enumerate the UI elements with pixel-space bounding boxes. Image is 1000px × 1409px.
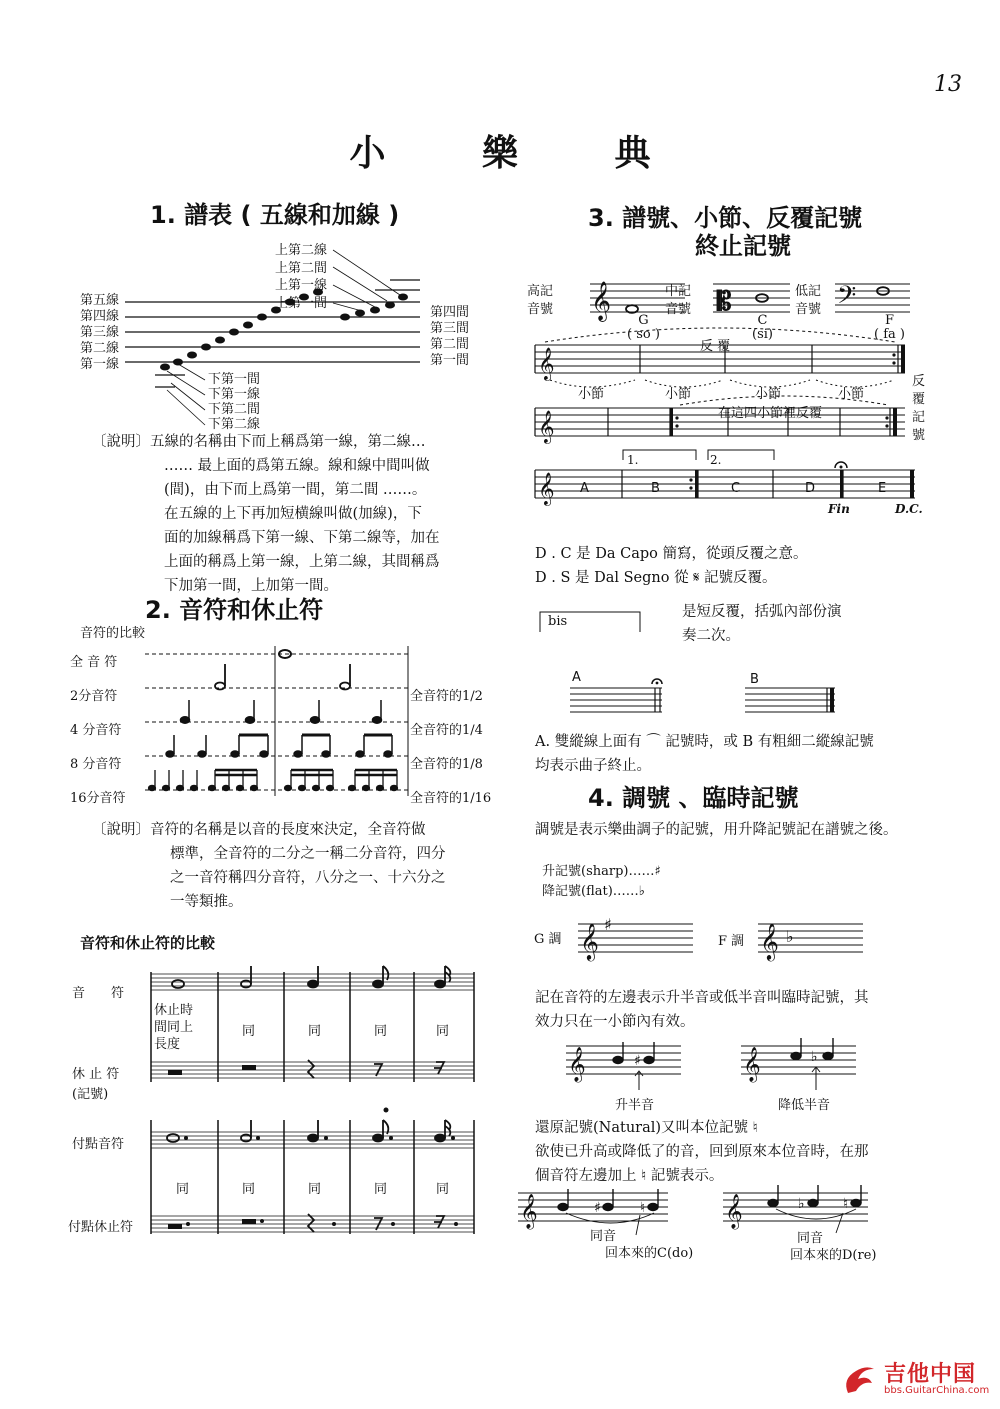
solfege: ( so ) bbox=[627, 327, 660, 342]
clef-label: 音號 bbox=[795, 302, 822, 317]
same-label: 同 bbox=[436, 1182, 450, 1197]
note-row-labels bbox=[70, 646, 126, 816]
dc-mark: D.C. bbox=[895, 502, 923, 516]
note-line: 面的加線稱爲下第一線、下第二線等，加在 bbox=[164, 530, 440, 546]
note-line: 下加第一間，上加第一間。 bbox=[164, 578, 338, 594]
clef-label: 中記 bbox=[665, 284, 692, 299]
space-name: 第二間 bbox=[430, 337, 470, 352]
ledger-label: 上第二線 bbox=[275, 243, 328, 258]
ledger-label: 上第一間 bbox=[275, 295, 328, 311]
nat-line: 還原記號(Natural)又叫本位記號 ♮ bbox=[535, 1120, 758, 1136]
final-line: 均表示曲子終止。 bbox=[535, 758, 651, 774]
key-signatures bbox=[578, 912, 868, 960]
repeat-label: 反 覆 bbox=[700, 339, 731, 354]
same-time-line: 休止時 bbox=[154, 1003, 194, 1018]
svg-text:𝄞: 𝄞 bbox=[591, 281, 612, 321]
space-names bbox=[430, 305, 469, 369]
sharp-half-label: 升半音 bbox=[615, 1098, 655, 1113]
guitar-logo-icon bbox=[840, 1357, 882, 1399]
natural-explanation bbox=[535, 1116, 869, 1188]
solfege: (si) bbox=[752, 327, 773, 342]
label-note: 音 符 bbox=[72, 986, 125, 1001]
watermark-url: bbs.GuitarChina.com bbox=[884, 1385, 990, 1396]
natural-examples bbox=[518, 1185, 888, 1245]
svg-text:♭: ♭ bbox=[811, 1049, 818, 1065]
line-name: 第三線 bbox=[80, 325, 120, 340]
svg-text:♮: ♮ bbox=[843, 1196, 849, 1212]
section-1-heading: 1. 譜表 ( 五線和加線 ) bbox=[150, 201, 400, 229]
note-table-caption: 音符的比較 bbox=[80, 626, 146, 641]
bis-label: bis bbox=[548, 614, 568, 629]
svg-text:♮: ♮ bbox=[640, 1200, 646, 1216]
ledger-label: 上第一線 bbox=[275, 278, 328, 293]
same-label: 同 bbox=[308, 1182, 322, 1197]
repeat-mark-char: 號 bbox=[912, 428, 926, 443]
dc-text: D . C 是 Da Capo 簡寫，從頭反覆之意。 bbox=[535, 546, 808, 562]
note-line: 一等類推。 bbox=[170, 894, 243, 910]
fraction: 全音符的1/4 bbox=[410, 723, 483, 738]
ending-1: 1. bbox=[627, 453, 639, 467]
bar-label: 小節 bbox=[578, 387, 605, 402]
solfege: ( fa ) bbox=[874, 327, 905, 342]
final-b-label: B bbox=[750, 672, 759, 687]
ledger-label: 下第一線 bbox=[208, 387, 261, 402]
final-line: A. 雙縱線上面有 ⌒ 記號時，或 B 有粗細二縱線記號 bbox=[535, 734, 874, 750]
repeat-mark-char: 記 bbox=[912, 410, 926, 425]
treble-clef-label bbox=[527, 283, 553, 319]
acc-line: 記在音符的左邊表示升半音或低半音叫臨時記號，其 bbox=[535, 990, 869, 1006]
f-key-label: F 調 bbox=[718, 934, 745, 949]
final-bar-examples bbox=[570, 678, 840, 718]
svg-text:𝄞: 𝄞 bbox=[538, 347, 555, 380]
svg-text:𝄢: 𝄢 bbox=[837, 281, 857, 316]
accidental-examples bbox=[566, 1038, 866, 1098]
row-label: 2分音符 bbox=[70, 689, 118, 704]
ds-text: D . S 是 Dal Segno 從 𝄋 記號反覆。 bbox=[535, 570, 777, 586]
back-to-d-label: 回本來的D(re) bbox=[790, 1248, 877, 1263]
line-name: 第一線 bbox=[80, 357, 120, 372]
letter-e: E bbox=[878, 481, 887, 496]
fraction: 全音符的1/16 bbox=[410, 791, 492, 806]
repeat-staves bbox=[530, 340, 915, 525]
row-label: 全 音 符 bbox=[70, 655, 118, 670]
staff-explanation bbox=[92, 430, 502, 598]
letter-d: D bbox=[805, 481, 816, 496]
sharp-definition: 升記號(sharp)……♯ bbox=[542, 864, 661, 879]
bis-line: 奏二次。 bbox=[682, 628, 740, 644]
same-label: 同 bbox=[176, 1182, 190, 1197]
line-name: 第五線 bbox=[80, 293, 120, 308]
flat-definition: 降記號(flat)……♭ bbox=[542, 884, 645, 899]
lower-ledger-labels bbox=[208, 372, 260, 432]
final-bar-explanation bbox=[535, 730, 874, 778]
line-name: 第四線 bbox=[80, 309, 120, 324]
svg-text:𝄞: 𝄞 bbox=[743, 1047, 761, 1082]
row-label: 8 分音符 bbox=[70, 757, 122, 772]
note-fractions bbox=[410, 680, 491, 816]
same-label: 同 bbox=[436, 1024, 450, 1039]
acc-line: 效力只在一小節內有效。 bbox=[535, 1014, 695, 1030]
section-4-heading: 4. 調號 、臨時記號 bbox=[588, 784, 799, 812]
same-label: 同 bbox=[374, 1024, 388, 1039]
svg-text:♯: ♯ bbox=[634, 1053, 641, 1069]
note-line: 在五線的上下再加短横線叫做(加線)，下 bbox=[164, 506, 422, 522]
svg-text:𝄞: 𝄞 bbox=[520, 1194, 538, 1229]
ledger-label: 上第二間 bbox=[275, 260, 328, 276]
note-line: 之一音符稱四分音符，八分之一、十六分之 bbox=[170, 870, 446, 886]
svg-text:♭: ♭ bbox=[798, 1196, 805, 1212]
bar-label: 小節 bbox=[838, 387, 865, 402]
flat-half-label: 降低半音 bbox=[778, 1098, 831, 1113]
note-line: 上面的稱爲上第一線，上第二線，其間稱爲 bbox=[164, 554, 440, 570]
svg-text:♭: ♭ bbox=[786, 927, 794, 946]
clef-label: 高記 bbox=[527, 284, 554, 299]
svg-text:𝄞: 𝄞 bbox=[725, 1194, 743, 1229]
repeat-mark-char: 反 bbox=[912, 374, 926, 389]
bar-label: 小節 bbox=[755, 387, 782, 402]
fin-mark: Fin bbox=[828, 502, 850, 516]
repeat-four-bars-label: 在這四小節裡反覆 bbox=[718, 406, 823, 421]
nat-line: 個音符左邊加上 ♮ 記號表示。 bbox=[535, 1168, 724, 1184]
svg-text:𝄞: 𝄞 bbox=[538, 410, 555, 443]
bar-label: 小節 bbox=[665, 387, 692, 402]
ledger-label: 下第一間 bbox=[208, 372, 261, 387]
page-number: 13 bbox=[934, 72, 962, 97]
svg-text:♯: ♯ bbox=[604, 915, 612, 934]
note-explanation bbox=[92, 818, 502, 914]
label-rest-sub: (記號) bbox=[72, 1087, 109, 1102]
back-to-c-label: 回本來的C(do) bbox=[605, 1246, 694, 1261]
svg-text:𝄞: 𝄞 bbox=[568, 1047, 586, 1082]
same-label: 同 bbox=[242, 1024, 256, 1039]
letter-b: B bbox=[651, 481, 660, 496]
watermark-logo bbox=[840, 1355, 995, 1405]
fraction: 全音符的1/2 bbox=[410, 689, 483, 704]
section-3-heading: 3. 譜號、小節、反覆記號 bbox=[588, 204, 863, 232]
svg-text:♯: ♯ bbox=[594, 1200, 601, 1216]
note-line: 標準，全音符的二分之一稱二分音符，四分 bbox=[170, 846, 446, 862]
clef-label: 音號 bbox=[527, 302, 554, 317]
note-letter: C bbox=[757, 313, 768, 328]
compare-title: 音符和休止符的比較 bbox=[80, 934, 216, 952]
note-line: (間)，由下而上爲第一間，第二間 ……。 bbox=[164, 482, 427, 498]
page-title: 小 樂 典 bbox=[349, 132, 693, 174]
upper-ledger-labels bbox=[275, 242, 327, 312]
ledger-label: 下第二線 bbox=[208, 417, 261, 432]
section-3-subheading: 終止記號 bbox=[695, 232, 791, 260]
row-label: 4 分音符 bbox=[70, 723, 122, 738]
line-names bbox=[80, 293, 119, 373]
key-signature-intro: 調號是表示樂曲調子的記號，用升降記號記在譜號之後。 bbox=[535, 822, 898, 838]
note-rest-comparison-table bbox=[148, 972, 478, 1237]
label-dotted-note: 付點音符 bbox=[72, 1137, 125, 1152]
clefs-staff bbox=[565, 280, 920, 320]
accidental-explanation bbox=[535, 986, 869, 1034]
bis-line: 是短反覆，括弧內部份演 bbox=[682, 604, 842, 620]
section-2-heading: 2. 音符和休止符 bbox=[145, 596, 324, 624]
note-value-diagram bbox=[140, 640, 410, 800]
space-name: 第四間 bbox=[430, 305, 470, 320]
watermark-cn: 吉他中国 bbox=[884, 1362, 977, 1387]
svg-text:𝄡: 𝄡 bbox=[717, 287, 732, 317]
letter-a: A bbox=[580, 481, 589, 496]
svg-text:𝄞: 𝄞 bbox=[580, 922, 599, 960]
line-name: 第二線 bbox=[80, 341, 120, 356]
same-label: 同 bbox=[308, 1024, 322, 1039]
note-line: 〔說明〕五線的名稱由下而上稱爲第一線，第二線… bbox=[92, 434, 426, 450]
letter-c: C bbox=[731, 481, 741, 496]
same-label: 同 bbox=[374, 1182, 388, 1197]
svg-text:𝄞: 𝄞 bbox=[538, 472, 555, 505]
label-rest: 休 止 符 bbox=[72, 1067, 120, 1082]
note-letter: F bbox=[884, 313, 894, 328]
svg-text:𝄞: 𝄞 bbox=[760, 922, 779, 960]
ledger-label: 下第二間 bbox=[208, 402, 261, 417]
clef-label: 低記 bbox=[795, 284, 822, 299]
g-key-label: G 調 bbox=[534, 932, 562, 947]
space-name: 第一間 bbox=[430, 353, 470, 368]
final-a-label: A bbox=[572, 670, 581, 685]
nat-line: 欲使已升高或降低了的音，回到原來本位音時，在那 bbox=[535, 1144, 869, 1160]
same-time-line: 間同上 bbox=[154, 1020, 194, 1035]
bis-explanation bbox=[682, 600, 842, 648]
repeat-mark-char: 覆 bbox=[912, 392, 926, 407]
same-time-line: 長度 bbox=[154, 1037, 181, 1052]
same-pitch-label: 同音 bbox=[797, 1231, 824, 1246]
label-dotted-rest: 付點休止符 bbox=[68, 1220, 134, 1235]
row-label: 16分音符 bbox=[70, 791, 126, 806]
note-letter: G bbox=[638, 313, 649, 328]
note-line: 〔說明〕音符的名稱是以音的長度來決定，全音符做 bbox=[92, 822, 426, 838]
clef-label: 音號 bbox=[665, 302, 692, 317]
fraction: 全音符的1/8 bbox=[410, 757, 483, 772]
note-line: …… 最上面的爲第五線。線和線中間叫做 bbox=[164, 458, 430, 474]
same-label: 同 bbox=[242, 1182, 256, 1197]
same-pitch-label: 同音 bbox=[590, 1229, 617, 1244]
ending-2: 2. bbox=[710, 453, 722, 467]
space-name: 第三間 bbox=[430, 321, 470, 336]
